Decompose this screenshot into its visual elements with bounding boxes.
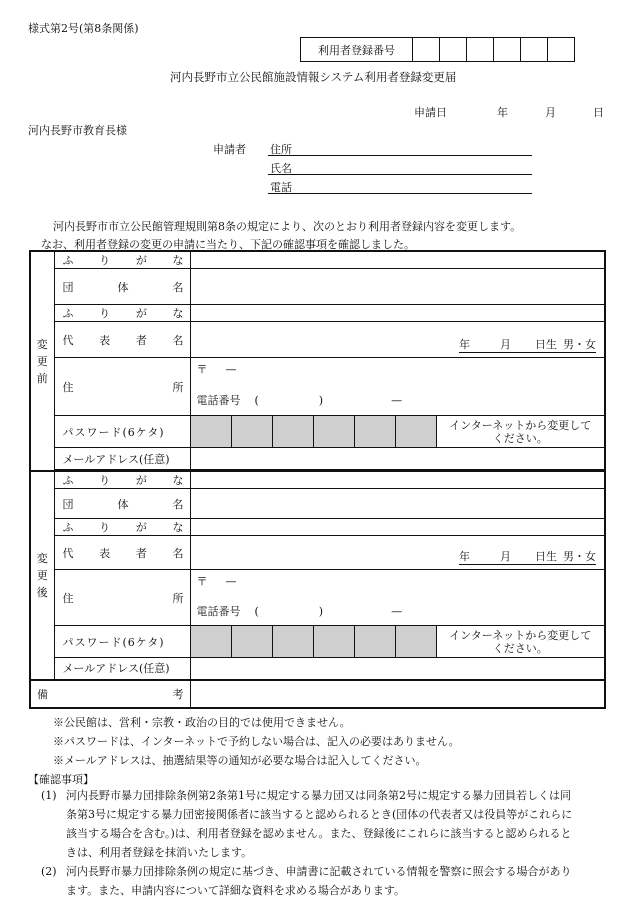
phone-number-label: 電話番号 xyxy=(196,605,241,618)
registration-number-digit[interactable] xyxy=(467,38,494,62)
postal-mark: 〒 xyxy=(196,575,208,588)
birth-sex-line: 年 月 日生 男・女 xyxy=(459,338,596,351)
phone-number-label: 電話番号 xyxy=(196,394,241,407)
group-furigana-field-after[interactable] xyxy=(190,471,605,489)
furigana-label: ふ り が な xyxy=(54,251,190,269)
password-digit[interactable] xyxy=(231,626,272,658)
confirm-item-2-no: (2) xyxy=(41,865,57,878)
registration-number-digit[interactable] xyxy=(440,38,467,62)
address-label: 住 所 xyxy=(54,570,190,626)
email-field-after[interactable] xyxy=(190,658,605,680)
rep-furigana-field-after[interactable] xyxy=(190,519,605,536)
applicant-address-label: 住所 xyxy=(270,143,292,156)
applicant-address-field[interactable] xyxy=(268,155,532,156)
password-label: パスワード(6ケタ) xyxy=(54,626,190,658)
furigana-label: ふ り が な xyxy=(54,305,190,322)
date-day[interactable]: 日 xyxy=(593,106,604,119)
postal-mark: 〒 xyxy=(196,363,208,376)
registration-number-label: 利用者登録番号 xyxy=(301,38,413,62)
group-furigana-field[interactable] xyxy=(190,251,605,269)
change-table xyxy=(29,250,606,709)
applicant-phone-field[interactable] xyxy=(268,193,532,194)
email-label: メールアドレス(任意) xyxy=(54,448,190,470)
application-date-label: 申請日 xyxy=(414,106,447,119)
representative-label: 代 表 者 名 xyxy=(54,322,190,358)
sex-choice[interactable]: 男・女 xyxy=(563,338,596,351)
furigana-label: ふ り が な xyxy=(54,519,190,536)
intro-line-1: 河内長野市市立公民館管理規則第8条の規定により、次のとおり利用者登録内容を変更します。 xyxy=(53,220,522,233)
registration-number-digit[interactable] xyxy=(521,38,548,62)
form-title: 河内長野市立公民館施設情報システム利用者登録変更届 xyxy=(170,70,457,84)
password-digit[interactable] xyxy=(313,626,354,658)
password-label: パスワード(6ケタ) xyxy=(54,416,190,448)
sex-choice[interactable]: 男・女 xyxy=(563,550,596,563)
addressee: 河内長野市教育長様 xyxy=(28,124,127,137)
remarks-label: 備 考 xyxy=(30,680,190,708)
confirm-item-2: 河内長野市暴力団排除条例の規定に基づき、申請書に記載されている情報を警察に照会する場合があり ます。また、申請内容について詳細な資料を求める場合があります。 xyxy=(66,865,572,897)
registration-number-digit[interactable] xyxy=(494,38,521,62)
note-2: ※パスワードは、インターネットで予約しない場合は、記入の必要はありません。 xyxy=(53,735,460,748)
internet-change-note: インターネットから変更して ください。 xyxy=(436,626,605,658)
group-name-label: 団 体 名 xyxy=(54,269,190,305)
password-digit[interactable] xyxy=(354,626,395,658)
address-field[interactable]: 〒 — 電話番号 ( ) — xyxy=(190,358,605,416)
registration-number-box xyxy=(300,37,575,62)
date-year[interactable]: 年 xyxy=(497,106,508,119)
section-after: 変 更 後 xyxy=(30,471,54,680)
group-name-field-after[interactable] xyxy=(190,489,605,519)
rep-furigana-field[interactable] xyxy=(190,305,605,322)
password-digit[interactable] xyxy=(190,416,231,448)
form-number: 様式第2号(第8条関係) xyxy=(28,22,139,35)
password-digit[interactable] xyxy=(272,416,313,448)
note-3: ※メールアドレスは、抽選結果等の通知が必要な場合は記入してください。 xyxy=(53,754,427,767)
birth-sex-line: 年 月 日生 男・女 xyxy=(459,550,596,563)
address-field-after[interactable]: 〒 — 電話番号 ( ) — xyxy=(190,570,605,626)
applicant-name-label: 氏名 xyxy=(270,162,292,175)
remarks-field[interactable] xyxy=(190,680,605,708)
intro-line-2: なお、利用者登録の変更の申請に当たり、下記の確認事項を確認しました。 xyxy=(41,238,415,251)
representative-label: 代 表 者 名 xyxy=(54,536,190,570)
internet-change-note: インターネットから変更して ください。 xyxy=(436,416,605,448)
password-digit[interactable] xyxy=(313,416,354,448)
email-field[interactable] xyxy=(190,448,605,470)
applicant-name-field[interactable] xyxy=(268,174,532,175)
applicant-phone-label: 電話 xyxy=(270,181,292,194)
password-digit[interactable] xyxy=(395,626,436,658)
representative-field[interactable] xyxy=(190,322,605,358)
password-digit[interactable] xyxy=(231,416,272,448)
note-1: ※公民館は、営利・宗教・政治の目的では使用できません。 xyxy=(53,716,351,729)
registration-number-digit[interactable] xyxy=(413,38,440,62)
email-label: メールアドレス(任意) xyxy=(54,658,190,680)
section-before: 変 更 前 xyxy=(30,251,54,471)
confirm-title: 【確認事項】 xyxy=(28,773,94,786)
furigana-label: ふ り が な xyxy=(54,471,190,489)
password-digit[interactable] xyxy=(354,416,395,448)
representative-field-after[interactable] xyxy=(190,536,605,570)
date-month[interactable]: 月 xyxy=(545,106,556,119)
confirm-item-1-no: (1) xyxy=(41,789,57,802)
confirm-item-1: 河内長野市暴力団排除条例第2条第1号に規定する暴力団又は同条第2号に規定する暴力団員若しくは同 条第3号に規定する暴力団密接関係者に該当すると認められるとき(団体の代表者又は役員等がこれらに 該当する場合を含む。)は、利用者登録を認めません。また、登録後にこれらに該当すると認められると きは、利用者登録を抹消いたします。 xyxy=(66,789,573,859)
password-digit[interactable] xyxy=(272,626,313,658)
group-name-label: 団 体 名 xyxy=(54,489,190,519)
group-name-field[interactable] xyxy=(190,269,605,305)
address-label: 住 所 xyxy=(54,358,190,416)
registration-number-digit[interactable] xyxy=(548,38,575,62)
applicant-label: 申請者 xyxy=(213,143,246,156)
password-digit[interactable] xyxy=(190,626,231,658)
password-digit[interactable] xyxy=(395,416,436,448)
